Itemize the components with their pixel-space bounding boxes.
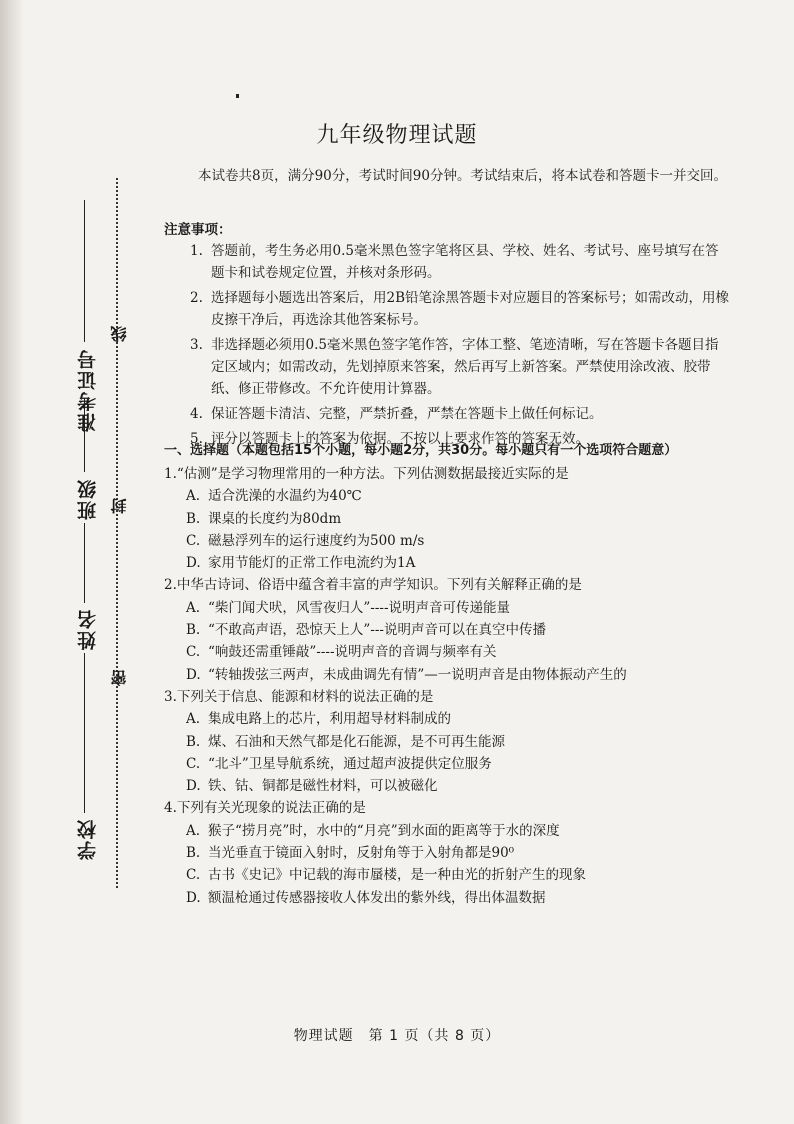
exam-intro: 本试卷共8页，满分90分，考试时间90分钟。考试结束后，将本试卷和答题卡一并交回。	[198, 168, 727, 184]
question-list	[164, 463, 734, 909]
question-2: 2.中华古诗词、俗语中蕴含着丰富的声学知识。下列有关解释正确的是 A. “柴门闻犬吠，风雪夜归人”----说明声音可传递能量 B. “不敢高声语，恐惊天上人”---说明声音可以在真空中传播 C. “响鼓还需重锤敲”----说明声音的音调与频率有关 D. “转轴拨弦三两声，未成曲调先有情”—一说明声音是由物体振动产生的	[164, 574, 734, 685]
seal-mark-feng: 封	[110, 498, 129, 514]
notice-item: 3. 非选择题必须用0.5毫米黑色签字笔作答，字体工整、笔迹清晰，写在答题卡各题目指定区域内；如需改动，先划掉原来答案，然后再写上新答案。严禁使用涂改液、胶带纸、修正带修改。不允许使用计算器。	[190, 337, 719, 397]
notice-item: 2. 选择题每小题选出答案后，用2B铅笔涂黑答题卡对应题目的答案标号；如需改动，用橡皮擦干净后，再选涂其他答案标号。	[190, 290, 730, 328]
option-c: C. “北斗”卫星导航系统，通过超声波提供定位服务	[186, 755, 492, 772]
question-1: 1.“估测”是学习物理常用的一种方法。下列估测数据最接近实际的是 A. 适合洗澡的水温约为40℃ B. 课桌的长度约为80dm C. 磁悬浮列车的运行速度约为500 m/s D. 家用节能灯的正常工作电流约为1A	[164, 463, 734, 574]
option-d: D. 额温枪通过传感器接收人体发出的紫外线，得出体温数据	[186, 889, 546, 906]
option-d: D. 家用节能灯的正常工作电流约为1A	[186, 555, 416, 572]
option-c: C. 磁悬浮列车的运行速度约为500 m/s	[186, 532, 425, 549]
notice-item: 4. 保证答题卡清洁、完整，严禁折叠，严禁在答题卡上做任何标记。	[190, 406, 603, 422]
option-d: D. “转轴拨弦三两声，未成曲调先有情”—一说明声音是由物体振动产生的	[186, 666, 627, 683]
name-label: 姓名	[77, 608, 99, 650]
option-b: B. 当光垂直于镜面入射时，反射角等于入射角都是90⁰	[186, 845, 515, 862]
school-blank	[84, 653, 85, 813]
notice-list	[190, 240, 730, 453]
scan-speck	[236, 94, 239, 98]
option-b: B. 课桌的长度约为80dm	[186, 510, 342, 527]
option-c: C. “响鼓还需重锤敲”----说明声音的音调与频率有关	[186, 644, 497, 661]
option-a: A. “柴门闻犬吠，风雪夜归人”----说明声音可传递能量	[186, 599, 511, 616]
exam-number-blank	[84, 200, 85, 342]
seal-mark-mi: 密	[110, 670, 129, 686]
notice-item: 1. 答题前，考生务必用0.5毫米黑色签字笔将区县、学校、姓名、考试号、座号填写在答题卡和试卷规定位置，并核对条形码。	[190, 243, 719, 281]
option-c: C. 古书《史记》中记载的海市蜃楼，是一种由光的折射产生的现象	[186, 867, 586, 884]
exam-number-label: 准考证号	[77, 348, 99, 432]
option-a: A. 适合洗澡的水温约为40℃	[186, 488, 362, 505]
school-label: 学校	[77, 818, 99, 860]
exam-title: 九年级物理试题	[316, 123, 478, 148]
notice-heading: 注意事项：	[164, 222, 232, 238]
option-a: A. 集成电路上的芯片，利用超导材料制成的	[186, 711, 451, 728]
option-b: B. “不敢高声语，恐惊天上人”---说明声音可以在真空中传播	[186, 622, 546, 639]
class-label: 班级	[77, 478, 99, 520]
notice-item: 5. 评分以答题卡上的答案为依据。不按以上要求作答的答案无效。	[190, 431, 589, 447]
binding-strip	[60, 178, 150, 888]
option-b: B. 煤、石油和天然气都是化石能源，是不可再生能源	[186, 733, 505, 750]
page-footer: 物理试题 第 1 页（共 8 页）	[293, 1028, 501, 1044]
question-3: 3.下列关于信息、能源和材料的说法正确的是 A. 集成电路上的芯片，利用超导材料制成的 B. 煤、石油和天然气都是化石能源，是不可再生能源 C. “北斗”卫星导航系统，通过超声波提供定位服务 D. 铁、钴、铜都是磁性材料，可以被磁化	[164, 686, 734, 797]
binding-dotted-line	[116, 178, 118, 888]
option-a: A. 猴子“捞月亮”时，水中的“月亮”到水面的距离等于水的深度	[186, 822, 560, 839]
name-blank	[84, 523, 85, 603]
question-4: 4.下列有关光现象的说法正确的是 A. 猴子“捞月亮”时，水中的“月亮”到水面的距离等于水的深度 B. 当光垂直于镜面入射时，反射角等于入射角都是90⁰ C. 古书《史记》中记载的海市蜃楼，是一种由光的折射产生的现象 D. 额温枪通过传感器接收人体发出的紫外线，得出体温数据	[164, 797, 734, 908]
section-heading-choice: 一、选择题（本题包括15个小题，每小题2分，共30分。每小题只有一个选项符合题意）	[164, 443, 678, 458]
scan-edge-shadow	[0, 0, 24, 1124]
option-d: D. 铁、钴、铜都是磁性材料，可以被磁化	[186, 778, 438, 795]
seal-mark-xian: 线	[110, 326, 129, 342]
